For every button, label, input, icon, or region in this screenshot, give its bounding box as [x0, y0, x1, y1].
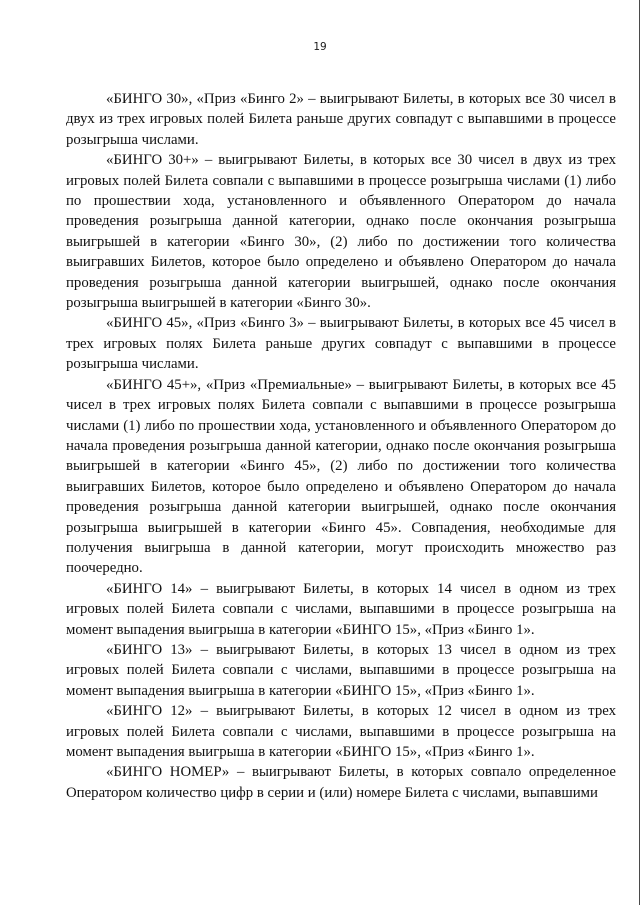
paragraph-bingo-30-plus: «БИНГО 30+» – выигрывают Билеты, в которых все 30 чисел в двух из трех игровых полей Билета совпали с выпавшими в процессе розыгрыша числами (1) либо по прошествии хода, установленного и объявленного Оператором до начала проведения розыгрыша данной категории, однако после окончания розыгрыша выигрышей в категории «Бинго 30», (2) либо по достижении того количества выигравших Билетов, которое было определено и объявлено Оператором до начала проведения розыгрыша данной категории выигрышей, однако после окончания розыгрыша выигрышей в категории «Бинго 30». — [66, 152, 616, 312]
document-body — [66, 89, 616, 803]
paragraph-bingo-number: «БИНГО НОМЕР» – выигрывают Билеты, в которых совпало определенное Оператором количество цифр в серии и (или) номере Билета с числами, выпавшими — [66, 764, 616, 801]
paragraph-bingo-14: «БИНГО 14» – выигрывают Билеты, в которых 14 чисел в одном из трех игровых полей Билета совпали с числами, выпавшими в процессе розыгрыша на момент выпадения выигрыша в категории «БИНГО 15», «Приз «Бинго 1». — [66, 580, 616, 638]
paragraph-bingo-45: «БИНГО 45», «Приз «Бинго 3» – выигрывают Билеты, в которых все 45 чисел в трех игровых полях Билета раньше других совпадут с выпавшими в процессе розыгрыша числами. — [66, 315, 616, 373]
paragraph-bingo-12: «БИНГО 12» – выигрывают Билеты, в которых 12 чисел в одном из трех игровых полей Билета совпали с числами, выпавшими в процессе розыгрыша на момент выпадения выигрыша в категории «БИНГО 15», «Приз «Бинго 1». — [66, 703, 616, 760]
paragraph-bingo-45-plus: «БИНГО 45+», «Приз «Премиальные» – выигрывают Билеты, в которых все 45 чисел в трех игровых полях Билета совпали с выпавшими в процессе розыгрыша числами (1) либо по прошествии хода, установленного и объявленного Оператором до начала проведения розыгрыша данной категории, однако после окончания розыгрыша выигрышей в категории «Бинго 45», (2) либо по достижении того количества выигравших Билетов, которое было определено и объявлено Оператором до начала проведения розыгрыша данной категории выигрышей, однако после окончания розыгрыша выигрышей в категории «Бинго 45». Совпадения, необходимые для получения выигрыша в данной категории, могут происходить множество раз поочередно. — [66, 376, 616, 577]
paragraph-bingo-30: «БИНГО 30», «Приз «Бинго 2» – выигрывают Билеты, в которых все 30 чисел в двух из трех игровых полей Билета раньше других совпадут с выпавшими в процессе розыгрыша числами. — [66, 91, 616, 148]
page-number: 19 — [313, 41, 327, 53]
paragraph-bingo-13: «БИНГО 13» – выигрывают Билеты, в которых 13 чисел в одном из трех игровых полей Билета совпали с числами, выпавшими в процессе розыгрыша на момент выпадения выигрыша в категории «БИНГО 15», «Приз «Бинго 1». — [66, 641, 616, 699]
